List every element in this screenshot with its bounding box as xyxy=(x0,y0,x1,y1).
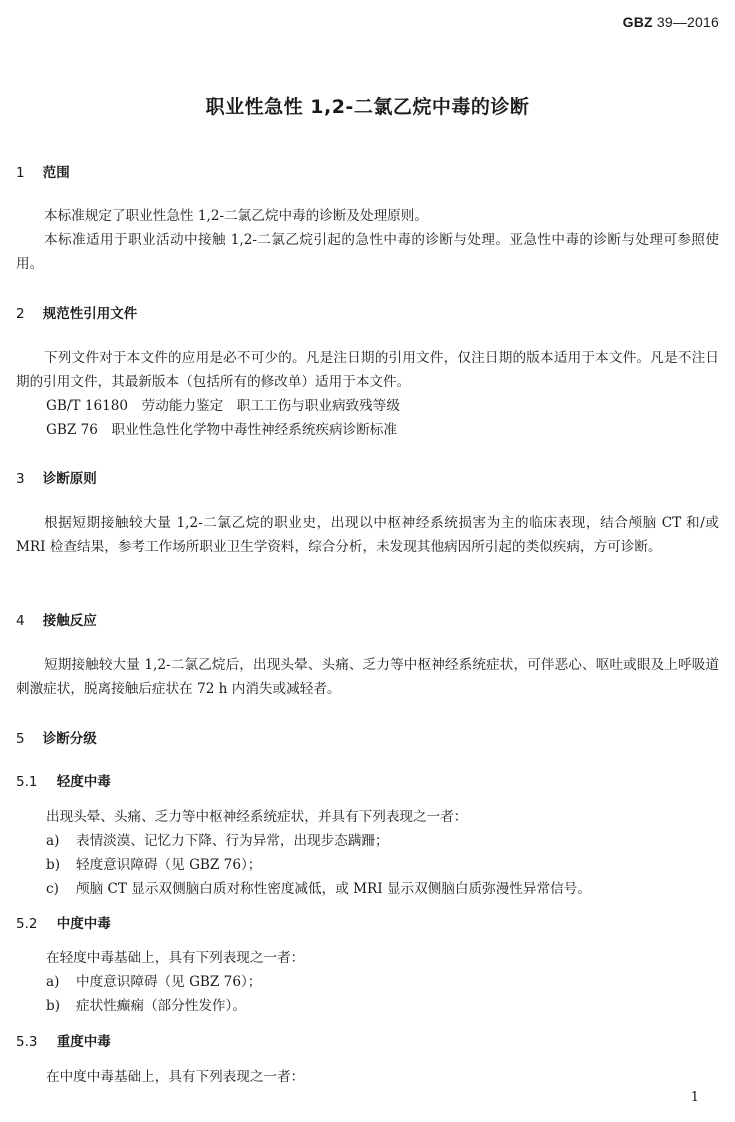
reference-item: GB/T 16180 劳动能力鉴定 职工工伤与职业病致残等级 xyxy=(46,398,400,414)
list-intro: 在轻度中毒基础上，具有下列表现之一者： xyxy=(46,950,305,966)
section-title: 重度中毒 xyxy=(56,1034,111,1050)
list-intro: 在中度中毒基础上，具有下列表现之一者： xyxy=(46,1069,305,1085)
section-number: 5.1 xyxy=(16,774,38,790)
paragraph: 根据短期接触较大量 1,2-二氯乙烷的职业史，出现以中枢神经系统损害为主的临床表现，结合颅脑 CT 和/或 MRI 检查结果，参考工作场所职业卫生学资料，综合分析，未发现其他病因所引起的类似疾病，方可诊断。 xyxy=(16,515,719,555)
list-item-text: 中度意识障碍（见 GBZ 76）； xyxy=(76,974,262,990)
paragraph: 短期接触较大量 1,2-二氯乙烷后，出现头晕、头痛、乏力等中枢神经系统症状，可伴恶心、呕吐或眼及上呼吸道刺激症状，脱离接触后症状在 72 h 内消失或减轻者。 xyxy=(16,657,719,697)
paragraph: 本标准适用于职业活动中接触 1,2-二氯乙烷引起的急性中毒的诊断与处理。亚急性中毒的诊断与处理可参照使用。 xyxy=(16,232,719,272)
section-5-2-heading xyxy=(16,912,111,932)
list-item-label: c) xyxy=(46,881,59,897)
section-number: 5 xyxy=(16,731,25,747)
standard-code xyxy=(623,14,719,30)
section-title: 范围 xyxy=(42,165,70,181)
list-item-text: 症状性癫痫（部分性发作）。 xyxy=(76,998,246,1014)
list-item xyxy=(46,994,246,1018)
section-title: 诊断原则 xyxy=(42,471,97,487)
section-5-heading xyxy=(16,727,97,747)
section-4-heading xyxy=(16,609,97,629)
list-item-label: a) xyxy=(46,974,60,990)
document-title: 职业性急性 1,2-二氯乙烷中毒的诊断 xyxy=(205,96,530,118)
list-item-label: b) xyxy=(46,857,61,873)
list-intro: 出现头晕、头痛、乏力等中枢神经系统症状，并具有下列表现之一者： xyxy=(46,809,468,825)
list-item-text: 轻度意识障碍（见 GBZ 76）； xyxy=(76,857,262,873)
section-number: 5.2 xyxy=(16,916,38,932)
section-2-heading xyxy=(16,302,137,322)
section-number: 5.3 xyxy=(16,1034,38,1050)
section-3-heading xyxy=(16,467,97,487)
section-number: 3 xyxy=(16,471,25,487)
section-title: 规范性引用文件 xyxy=(42,306,138,322)
section-title: 诊断分级 xyxy=(42,731,97,747)
standard-code-number: 39—2016 xyxy=(656,14,719,30)
section-5-1-heading xyxy=(16,770,111,790)
section-number: 4 xyxy=(16,613,25,629)
list-item-label: a) xyxy=(46,833,60,849)
section-number: 1 xyxy=(16,165,25,181)
section-title: 中度中毒 xyxy=(56,916,111,932)
section-title: 轻度中毒 xyxy=(56,774,111,790)
paragraph: 本标准规定了职业性急性 1,2-二氯乙烷中毒的诊断及处理原则。 xyxy=(44,208,428,224)
section-title: 接触反应 xyxy=(42,613,97,629)
reference-item: GBZ 76 职业性急性化学物中毒性神经系统疾病诊断标准 xyxy=(46,422,397,438)
page-number: 1 xyxy=(690,1090,699,1105)
list-item xyxy=(46,970,261,994)
list-item-label: b) xyxy=(46,998,61,1014)
section-1-heading xyxy=(16,161,70,181)
standard-code-prefix: GBZ xyxy=(622,14,653,30)
list-item-text: 表情淡漠、记忆力下降、行为异常，出现步态蹒跚； xyxy=(76,833,389,849)
section-5-3-heading xyxy=(16,1030,111,1050)
paragraph: 下列文件对于本文件的应用是必不可少的。凡是注日期的引用文件，仅注日期的版本适用于本文件。凡是不注日期的引用文件，其最新版本（包括所有的修改单）适用于本文件。 xyxy=(16,350,719,390)
section-number: 2 xyxy=(16,306,25,322)
list-item xyxy=(46,877,591,901)
list-item-text: 颅脑 CT 显示双侧脑白质对称性密度减低，或 MRI 显示双侧脑白质弥漫性异常信号。 xyxy=(76,881,591,897)
list-item xyxy=(46,853,261,877)
list-item xyxy=(46,829,389,853)
